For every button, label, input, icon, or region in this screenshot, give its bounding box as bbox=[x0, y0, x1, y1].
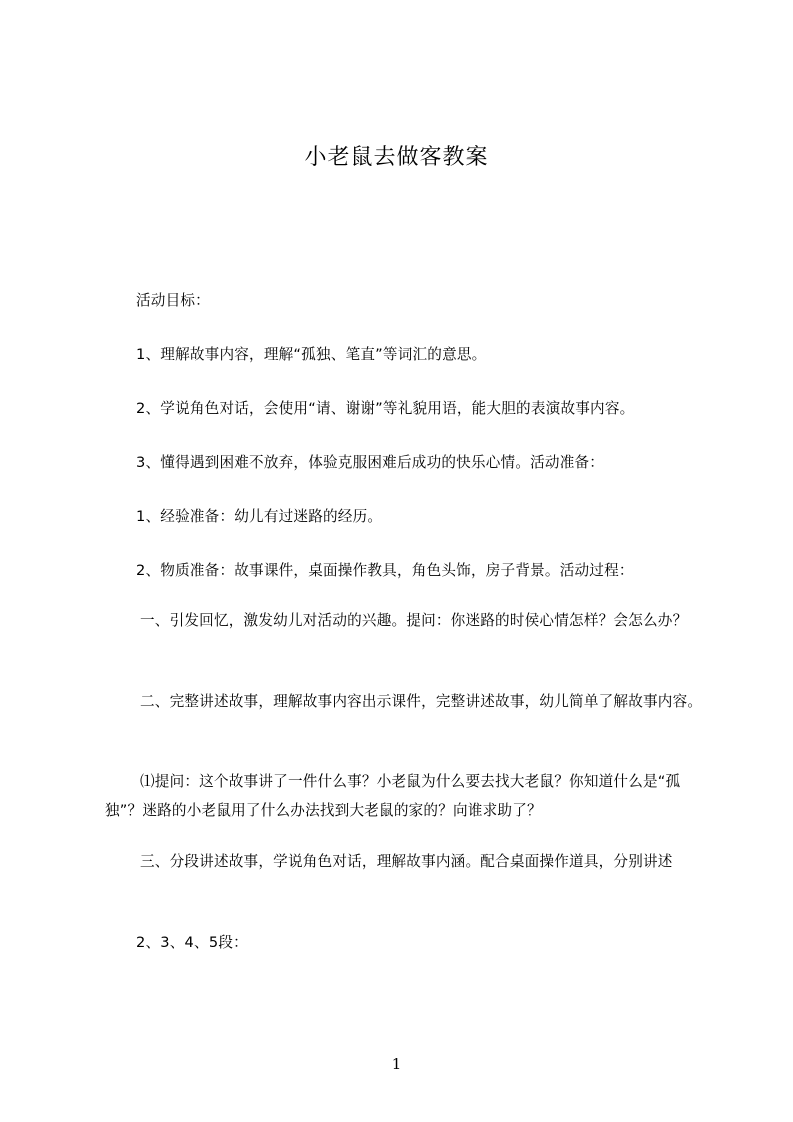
paragraph-questions: ⑴提问：这个故事讲了一件什么事？小老鼠为什么要去找大老鼠？你知道什么是“孤独”？迷路的小老鼠用了什么办法找到大老鼠的家的？向谁求助了？ bbox=[105, 773, 681, 819]
page-number: 1 bbox=[391, 1055, 402, 1073]
paragraph-goal-2: 2、学说角色对话，会使用“请、谢谢”等礼貌用语，能大胆的表演故事内容。 bbox=[136, 400, 635, 417]
paragraph-goal-1: 1、理解故事内容，理解“孤独、笔直”等词汇的意思。 bbox=[136, 346, 487, 363]
paragraph-step-2: 二、完整讲述故事，理解故事内容出示课件，完整讲述故事，幼儿简单了解故事内容。 bbox=[140, 693, 703, 710]
paragraph-sections: 2、3、4、5段： bbox=[136, 934, 248, 951]
paragraph-prep-1: 1、经验准备：幼儿有过迷路的经历。 bbox=[136, 508, 383, 525]
document-title: 小老鼠去做客教案 bbox=[304, 145, 489, 170]
paragraph-prep-2: 2、物质准备：故事课件，桌面操作教具，角色头饰，房子背景。活动过程： bbox=[136, 562, 634, 579]
paragraph-activity-goals-heading: 活动目标： bbox=[136, 292, 210, 309]
paragraph-goal-3: 3、懂得遇到困难不放弃，体验克服困难后成功的快乐心情。活动准备： bbox=[136, 454, 605, 471]
paragraph-step-3: 三、分段讲述故事，学说角色对话，理解故事内涵。配合桌面操作道具，分别讲述 bbox=[140, 853, 673, 870]
paragraph-step-1: 一、引发回忆，激发幼儿对活动的兴趣。提问：你迷路的时侯心情怎样？会怎么办？ bbox=[140, 612, 688, 629]
